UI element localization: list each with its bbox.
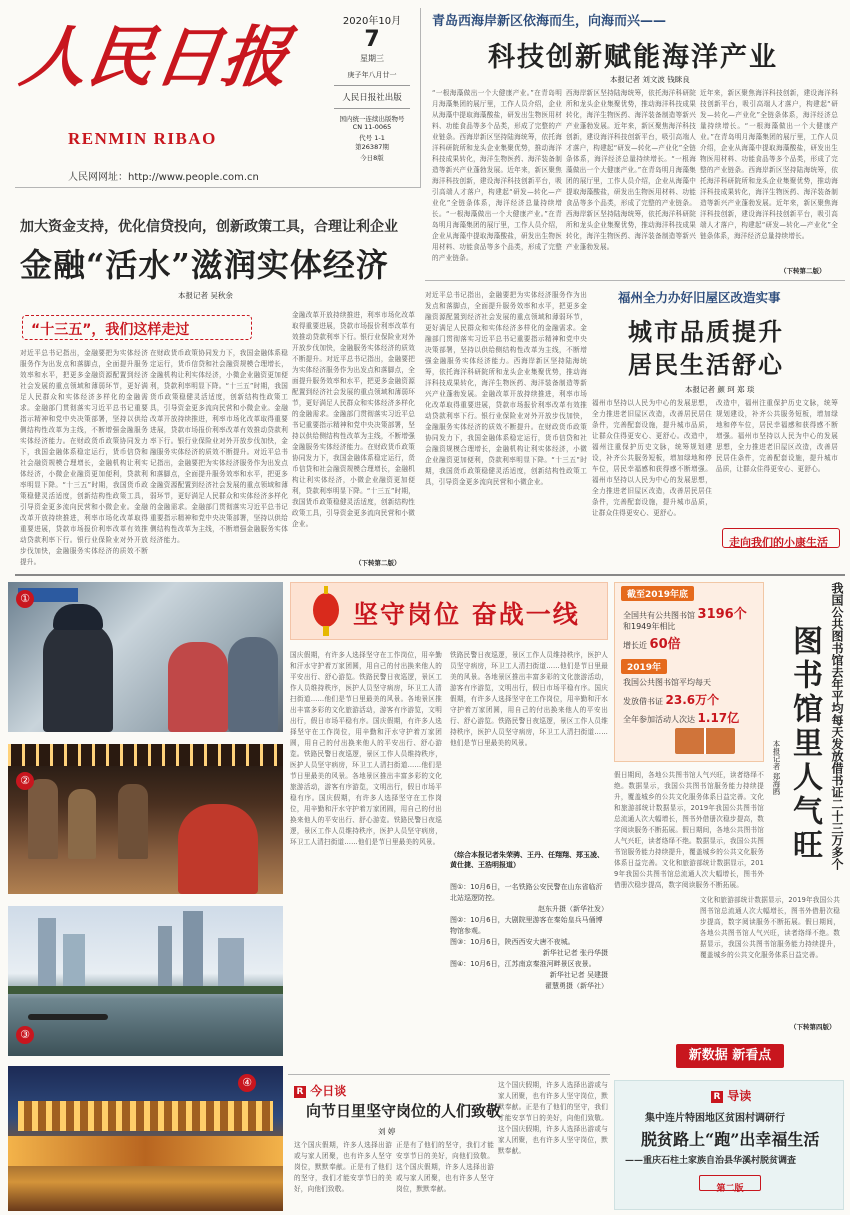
lead-col-2: 西海岸新区坚持陆海统筹，依托海洋科研院所和龙头企业集聚优势，推动海洋科技成果转化，海洋生物医药、海洋装备制造等新兴产业蓬勃发展。近年来，新区聚焦海洋科技创新，建设海洋科技创新平台，吸引高端人才落户，构建起“研发—转化—产业化”全链条体系，海洋经济总量持续增长。“一根海藻做出一个大健康产业。”在青岛明月海藻集团的展厅里，工作人员介绍，企业从海藻中提取海藻酸盐，研发出生物医用材料、功能食品等多个品类，形成了完整的产业链条。西海岸新区坚持陆海统筹，依托海洋科研院所和龙头企业集聚优势，推动海洋科技成果转化，海洋生物医药、海洋装备制造等新兴产业蓬勃发展。 xyxy=(566,89,696,251)
date-day: 7 xyxy=(364,27,380,52)
new-data-label: 新数据 新看点 xyxy=(688,1048,772,1063)
caption-3: 图③：10月6日，陕西西安大唐不夜城。 xyxy=(450,938,575,946)
commentary-col-3: 这个国庆假期，许多人选择出游或与家人团聚，也有许多人坚守岗位，默默奉献。正是有了他们的坚守，我们才能安享节日的美好，向他们致敬。这个国庆假期，许多人选择出游或与家人团聚，也有许多人坚守岗位，默默奉献。 xyxy=(498,1081,608,1155)
commentary-col-1: 这个国庆假期，许多人选择出游或与家人团聚，也有许多人坚守岗位，默默奉献。正是有了他们的坚守，我们才能安享节日的美好，向他们致敬。 xyxy=(294,1141,392,1193)
stat-6: 全年参加活动人次达 1.17亿 xyxy=(623,711,740,725)
photo-badge-1: ① xyxy=(16,590,34,608)
stat-3: 增长近 60倍 xyxy=(623,637,681,652)
finance-tag-box xyxy=(22,315,252,340)
finance-tag: “十三五”，我们这样走过 xyxy=(31,322,190,338)
lantern-icon xyxy=(313,593,339,627)
lead-col-3: 近年来，新区聚焦海洋科技创新，建设海洋科技创新平台，吸引高端人才落户，构建起“研发—转化—产业化”全链条体系，海洋经济总量持续增长。“一根海藻做出一个大健康产业。”在青岛明月海藻集团的展厅里，工作人员介绍，企业从海藻中提取海藻酸盐，研发出生物医用材料、功能食品等多个品类，形成了完整的产业链条。西海岸新区坚持陆海统筹，依托海洋科研院所和龙头企业集聚优势，推动海洋科技成果转化，海洋生物医药、海洋装备制造等新兴产业蓬勃发展。近年来，新区聚焦海洋科技创新，建设海洋科技创新平台，吸引高端人才落户，构建起“研发—转化—产业化”全链条体系，海洋经济总量持续增长。 xyxy=(700,89,838,240)
caption-4-credit: 新华社记者 吴建摄 xyxy=(549,971,608,979)
library-byline: 本报记者 郑海鸥 xyxy=(772,740,781,795)
lead-headline: 科技创新赋能海洋产业 xyxy=(488,42,778,73)
library-deck: 我国公共图书馆去年平均每天发放借书证二十三万多个 xyxy=(830,582,844,870)
urban-tag-box xyxy=(722,528,840,548)
guide-headline: 脱贫路上“跑”出幸福生活 xyxy=(641,1130,820,1149)
finance-continued: （下转第二版） xyxy=(355,559,401,567)
publisher: 人民日报社出版 xyxy=(342,93,402,103)
photo-police-station xyxy=(8,582,283,732)
lead-byline: 本报记者 刘文波 钱眯良 xyxy=(610,75,690,84)
cn-number: CN 11-0065 xyxy=(352,123,392,131)
commentary-icon: R xyxy=(294,1086,306,1098)
finance-col-2: 在财政货币政策协同发力下，我国金融体系稳定运行，货币信贷和社会融资规模合理增长，金融机构让利实体经济，小微企业融资更加便利，贷款利率明显下降。“十三五”时期，我国货币政策稳健灵活适度，创新结构性政策工具，引导资金更多流向民营和小微企业。金融改革开放持续推进，利率市场化改革取得重要进展，贷款市场报价利率改革有效推动贷款利率下行。银行业保险业对外开放步伐加快，金融服务实体经济的质效不断提升。对近平总书记指出，金融要把为实体经济服务作为出发点和落脚点，全面提升服务效率和水平，把更多金融资源配置到经济社会发展的重点领域和薄弱环节，更好满足人民群众和实体经济多样化的金融需求。金融部门贯彻落实习近平总书记重要指示精神和党中央决策部署，坚持以供给侧结构性改革为主线，不断增强金融服务实体经济能力。 xyxy=(150,349,288,544)
photo-city-lake xyxy=(8,906,283,1056)
library-col-1: 假日期间，各地公共图书馆人气兴旺，读者络绎不绝。数据显示，我国公共图书馆服务能力持续提升，覆盖城乡的公共文化服务体系日益完善。文化和旅游部统计数据显示，2019年我国公共图书馆总流通人次大幅增长，图书外借册次稳步提高，数字阅读服务不断拓展。假日期间，各地公共图书馆人气兴旺，读者络绎不绝。数据显示，我国公共图书馆服务能力持续提升，覆盖城乡的公共文化服务体系日益完善。文化和旅游部统计数据显示，2019年我国公共图书馆总流通人次大幅增长，图书外借册次稳步提高，数字阅读服务不断拓展。 xyxy=(614,771,764,889)
caption-4: 图④：10月6日，江苏南京秦淮河畔景区夜景。 xyxy=(450,960,596,968)
finance-col-4: 对近平总书记指出，金融要把为实体经济服务作为出发点和落脚点，全面提升服务效率和水平，把更多金融资源配置到经济社会发展的重点领域和薄弱环节，更好满足人民群众和实体经济多样化的金融需求。金融部门贯彻落实习近平总书记重要指示精神和党中央决策部署，坚持以供给侧结构性改革为主线，不断增强金融服务实体经济能力。西海岸新区坚持陆海统筹，依托海洋科研院所和龙头企业集聚优势，推动海洋科技成果转化，海洋生物医药、海洋装备制造等新兴产业蓬勃发展。金融改革开放持续推进，利率市场化改革取得重要进展，贷款市场报价利率改革有效推动贷款利率下行。银行业保险业对外开放步伐加快，金融服务实体经济的质效不断提升。在财政货币政策协同发力下，我国金融体系稳定运行，货币信贷和社会融资规模合理增长，金融机构让利实体经济，小微企业融资更加便利，贷款利率明显下降。“十三五”时期，我国货币政策稳健灵活适度，创新结构性政策工具，引导资金更多流向民营和小微企业。 xyxy=(425,291,587,486)
photo-terracotta xyxy=(8,744,283,894)
library-continued: （下转第四版） xyxy=(790,1023,836,1031)
guide-icon: R xyxy=(711,1091,723,1103)
caption-1-credit: 赵东升摄（新华社发） xyxy=(538,905,608,913)
date-lunar: 庚子年八月廿一 xyxy=(347,71,397,79)
stat-2: 和1949年相比 xyxy=(623,622,676,631)
date-weekday: 星期三 xyxy=(360,54,384,63)
holiday-credits: （综合本报记者朱荣骋、王丹、任翔翔、郑玉凌、黄仕捷、王浩明报道） xyxy=(450,851,604,869)
urban-byline: 本报记者 颜 珂 郑 琰 xyxy=(685,385,755,394)
masthead-pinyin: RENMIN RIBAO xyxy=(68,129,217,148)
caption-5-credit: 翟慧勇摄（新华社） xyxy=(545,982,608,990)
holiday-col-1: 国庆假期，有许多人选择坚守在工作岗位，用辛勤和汗水守护着万家团圆，用自己的付出换来他人的平安出行、舒心游览。铁路民警日夜巡逻，景区工作人员维持秩序，医护人员坚守病房，环卫工人清扫街道……他们是节日里最美的风景。各地景区推出丰富多彩的文化旅游活动，游客有序游览，文明出行，假日市场平稳有序。国庆假期，有许多人选择坚守在工作岗位，用辛勤和汗水守护着万家团圆，用自己的付出换来他人的平安出行、舒心游览。铁路民警日夜巡逻，景区工作人员维持秩序，医护人员坚守病房，环卫工人清扫街道……他们是节日里最美的风景。各地景区推出丰富多彩的文化旅游活动，游客有序游览，文明出行，假日市场平稳有序。国庆假期，有许多人选择坚守在工作岗位，用辛勤和汗水守护着万家团圆，用自己的付出换来他人的平安出行、舒心游览。铁路民警日夜巡逻，景区工作人员维持秩序，医护人员坚守病房，环卫工人清扫街道……他们是节日里最美的风景。 xyxy=(290,651,442,846)
masthead-website: 人民网网址：http://www.people.com.cn xyxy=(68,172,259,183)
urban-headline-1: 城市品质提升 xyxy=(628,317,784,346)
finance-col-3b: 金融改革开放持续推进，利率市场化改革取得重要进展，贷款市场报价利率改革有效推动贷款利率下行。银行业保险业对外开放步伐加快，金融服务实体经济的质效不断提升。对近平总书记指出，金融要把为实体经济服务作为出发点和落脚点，全面提升服务效率和水平，把更多金融资源配置到经济社会发展的重点领域和薄弱环节，更好满足人民群众和实体经济多样化的金融需求。金融部门贯彻落实习近平总书记重要指示精神和党中央决策部署，坚持以供给侧结构性改革为主线，不断增强金融服务实体经济能力。在财政货币政策协同发力下，我国金融体系稳定运行，货币信贷和社会融资规模合理增长，金融机构让利实体经济，小微企业融资更加便利，贷款利率明显下降。“十三五”时期，我国货币政策稳健灵活适度，创新结构性政策工具，引导资金更多流向民营和小微企业。 xyxy=(292,311,415,528)
holiday-header xyxy=(290,582,608,640)
stat-5: 发放借书证 23.6万个 xyxy=(623,693,720,707)
commentary-tag: R 今日谈 xyxy=(294,1082,346,1099)
book-icon xyxy=(675,728,735,754)
guide-subhead: ——重庆石柱土家族自治县华溪村脱贫调查 xyxy=(625,1156,797,1166)
code-number: 代号 1-1 xyxy=(359,134,385,142)
finance-col-1: 对近平总书记指出，金融要把为实体经济服务作为出发点和落脚点，全面提升服务效率和水平，把更多金融资源配置到经济社会发展的重点领域和薄弱环节，更好满足人民群众和实体经济多样化的金融需求。金融部门贯彻落实习近平总书记重要指示精神和党中央决策部署，坚持以供给侧结构性改革为主线，不断增强金融服务实体经济能力。在财政货币政策协同发力下，我国金融体系稳定运行，货币信贷和社会融资规模合理增长，金融机构让利实体经济，小微企业融资更加便利，贷款利率明显下降。“十三五”时期，我国货币政策稳健灵活适度，创新结构性政策工具，引导资金更多流向民营和小微企业。金融改革开放持续推进，利率市场化改革取得重要进展，贷款市场报价利率改革有效推动贷款利率下行。银行业保险业对外开放步伐加快，金融服务实体经济的质效不断提升。 xyxy=(20,349,148,566)
urban-col-1: 福州市坚持以人民为中心的发展思想，全力推进老旧屋区改造，改善居民居住条件，完善配套设施，提升城市品质，让群众住得更安心、更舒心。改造中，福州注重保护历史文脉，统筹规划建设，补齐公共服务短板，增加绿地和停车位，居民幸福感和获得感不断增强。福州市坚持以人民为中心的发展思想，全力推进老旧屋区改造，改善居民居住条件，完善配套设施，提升城市品质，让群众住得更安心、更舒心。 xyxy=(592,399,712,517)
guide-page-label: 第二版 xyxy=(716,1184,744,1194)
stat-4: 我国公共图书馆平均每天 xyxy=(623,678,711,687)
photo-night-street xyxy=(8,1066,283,1211)
library-headline: 图书馆里人气旺 xyxy=(787,625,822,863)
guide-box xyxy=(614,1080,844,1210)
urban-tag: 走向我们的小康生活 xyxy=(729,536,828,549)
urban-headline-2: 居民生活舒心 xyxy=(628,350,784,379)
guide-page-link[interactable] xyxy=(699,1175,761,1194)
finance-headline: 金融“活水”滋润实体经济 xyxy=(20,246,389,284)
holiday-captions xyxy=(450,882,608,992)
stats2-title: 2019年 xyxy=(621,659,667,674)
guide-tag: R 导读 xyxy=(711,1087,751,1104)
commentary-col-2: 正是有了他们的坚守，我们才能安享节日的美好，向他们致敬。这个国庆假期，许多人选择出游或与家人团聚，也有许多人坚守岗位，默默奉献。 xyxy=(396,1141,494,1193)
guide-kicker: 集中连片特困地区贫困村调研行 xyxy=(645,1113,785,1124)
holiday-col-2: 铁路民警日夜巡逻，景区工作人员维持秩序，医护人员坚守病房，环卫工人清扫街道……他们是节日里最美的风景。各地景区推出丰富多彩的文化旅游活动，游客有序游览，文明出行，假日市场平稳有序。国庆假期，有许多人选择坚守在工作岗位，用辛勤和汗水守护着万家团圆，用自己的付出换来他人的平安出行、舒心游览。铁路民警日夜巡逻，景区工作人员维持秩序，医护人员坚守病房，环卫工人清扫街道……他们是节日里最美的风景。 xyxy=(450,651,608,747)
holiday-headline: 坚守岗位 奋战一线 xyxy=(353,600,580,629)
urban-kicker: 福州全力办好旧屋区改造实事 xyxy=(618,290,781,305)
date-box xyxy=(330,8,414,183)
caption-1: 图①：10月6日，一名铁路公安民警在山东省临沂北站巡逻防控。 xyxy=(450,883,603,902)
urban-col-2: 改造中，福州注重保护历史文脉，统筹规划建设，补齐公共服务短板，增加绿地和停车位，居民幸福感和获得感不断增强。福州市坚持以人民为中心的发展思想，全力推进老旧屋区改造，改善居民居住条件，完善配套设施，提升城市品质，让群众住得更安心、更舒心。 xyxy=(716,399,838,473)
lead-col-1: “一根海藻做出一个大健康产业。”在青岛明月海藻集团的展厅里，工作人员介绍，企业从海藻中提取海藻酸盐，研发出生物医用材料、功能食品等多个品类，形成了完整的产业链条。西海岸新区坚持陆海统筹，依托海洋科研院所和龙头企业集聚优势，推动海洋科技成果转化，海洋生物医药、海洋装备制造等新兴产业蓬勃发展。近年来，新区聚焦海洋科技创新，建设海洋科技创新平台，吸引高端人才落户，构建起“研发—转化—产业化”全链条体系，海洋经济总量持续增长。“一根海藻做出一个大健康产业。”在青岛明月海藻集团的展厅里，工作人员介绍，企业从海藻中提取海藻酸盐，研发出生物医用材料、功能食品等多个品类，形成了完整的产业链条。 xyxy=(432,89,562,262)
photo-badge-2: ② xyxy=(16,772,34,790)
finance-byline: 本报记者 吴秋余 xyxy=(178,291,233,300)
stats-title: 截至2019年底 xyxy=(621,586,694,601)
masthead-title: 人民日报 xyxy=(15,18,295,96)
issn-label: 国内统一连续出版物号 xyxy=(339,115,405,123)
page-count: 今日8版 xyxy=(360,154,384,162)
commentary-headline: 向节日里坚守岗位的人们致敬 xyxy=(306,1102,502,1120)
stat-1: 全国共有公共图书馆 3196个 xyxy=(623,607,747,622)
lead-kicker: 青岛西海岸新区依海而生，向海而兴—— xyxy=(432,14,667,29)
finance-kicker: 加大资金支持，优化信贷投向，创新政策工具，合理让利企业 xyxy=(20,219,398,235)
commentary-byline: 刘 婷 xyxy=(378,1127,396,1136)
issue-number: 第26387期 xyxy=(355,143,389,151)
new-data-banner xyxy=(676,1044,784,1068)
caption-2: 图②：10月6日，大剧院里游客在秦始皇兵马俑博物馆参观。 xyxy=(450,916,603,935)
lead-continued: （下转第二版） xyxy=(780,267,826,275)
photo-badge-4: ④ xyxy=(238,1074,256,1092)
date-year-month: 2020年10月 xyxy=(342,16,402,27)
library-col-2: 文化和旅游部统计数据显示，2019年我国公共图书馆总流通人次大幅增长，图书外借册次稳步提高，数字阅读服务不断拓展。假日期间，各地公共图书馆人气兴旺，读者络绎不绝。数据显示，我国公共图书馆服务能力持续提升，覆盖城乡的公共文化服务体系日益完善。 xyxy=(700,896,840,959)
library-stats-panel xyxy=(614,582,764,762)
caption-3-credit: 新华社记者 张丹华摄 xyxy=(542,949,608,957)
photo-badge-3: ③ xyxy=(16,1026,34,1044)
